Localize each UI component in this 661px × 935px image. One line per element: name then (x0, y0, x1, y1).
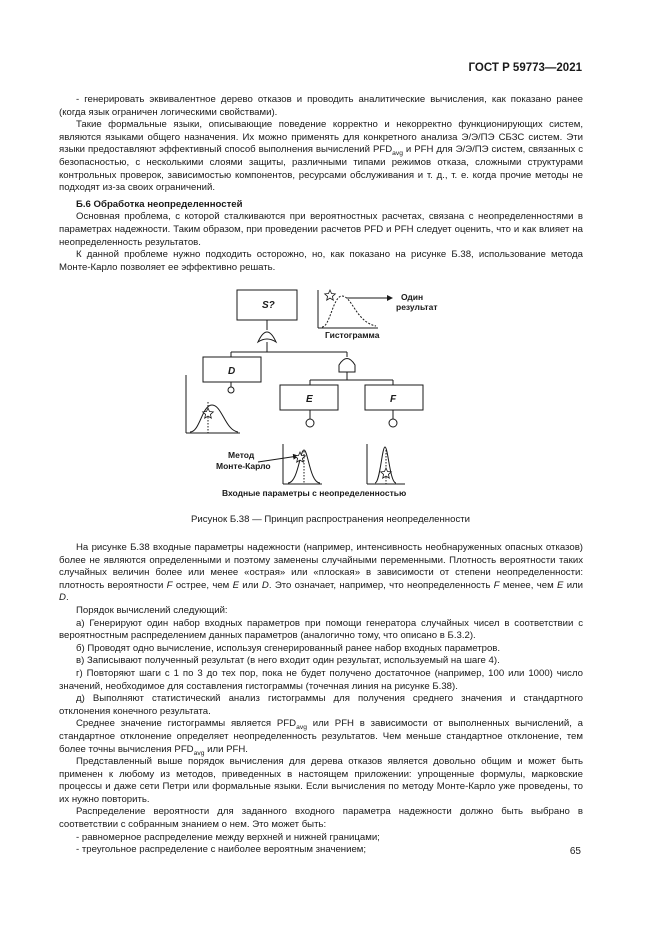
star-icon (325, 290, 336, 300)
event-label-d: D (228, 366, 236, 377)
event-label-e: E (306, 394, 313, 405)
list-item: д) Выполняют статистический анализ гистограммы для получения среднего значения и стандартного отклонения конечного результата. (59, 693, 583, 717)
paragraph: На рисунке Б.38 входные параметры надежности (например, интенсивность необнаруженных опасных отказов) более не являются определенными и поэтому заменены случайными переменными. Плотность вероятности таких случайных величин более или менее «острая» или «плоская» в зависимости от степени неопределенности: плотность вероятности F острее, чем E или D. Это означает, например, что неопределенность F менее, чем E или D. (59, 542, 584, 604)
list-item: в) Записывают полученный результат (в него входит один результат, используемый на шаге 4). (76, 655, 500, 667)
list-item: г) Повторяют шаги с 1 по 3 до тех пор, пока не будет получено достаточное (например, 100 или 1000) число значений, необходимое для составления гистограммы (точечная линия на рисунке Б.38). (59, 667, 583, 692)
list-item: б) Проводят одно вычисление, используя сгенерированный ранее набор входных параметров. (76, 642, 501, 654)
star-icon (203, 408, 214, 418)
standard-number: ГОСТ Р 59773—2021 (468, 62, 582, 74)
result-label: результат (396, 302, 438, 312)
event-label-f: F (390, 394, 397, 405)
page-number: 65 (569, 846, 581, 857)
method-label: Монте-Карло (216, 461, 271, 471)
paragraph: Представленный выше порядок вычисления для дерева отказов является довольно общим и может быть применен к любому из методов, приведенных в настоящем приложении: упрощенные формулы, марковские процессы и даже сети Петри или формальные языки. Если вычисления по методу Монте-Карло уже проведены, то их нужно повторить. (59, 756, 583, 805)
paragraph: Распределение вероятности для заданного входного параметра надежности должно быть выбрано в соответствии с собранным знанием о нем. Это может быть: (59, 806, 583, 831)
event-circle-e (306, 419, 314, 427)
inputs-label: Входные параметры с неопределенностью (222, 488, 407, 498)
top-event-label: S? (262, 300, 275, 311)
histogram-label: Гистограмма (325, 330, 380, 340)
paragraph: Основная проблема, с которой сталкиваются при вероятностных расчетах, связана с неопределенностями в параметрах надежности. Таким образом, при проведении расчетов PFD и PFH следует оценить, что и как влияет на неопределенность результатов. (59, 211, 583, 248)
section-heading: Б.6 Обработка неопределенностей (76, 198, 243, 210)
star-icon (381, 468, 392, 478)
method-label: Метод (228, 450, 255, 460)
list-item: - треугольное распределение с наиболее вероятным значением; (76, 844, 367, 856)
event-circle-f (389, 419, 397, 427)
or-gate-symbol (258, 332, 276, 342)
and-gate-symbol (339, 359, 355, 373)
text-block-bottom (59, 542, 583, 857)
list-item: - равномерное распределение между верхней и нижней границами; (76, 831, 380, 843)
distribution-d (190, 405, 238, 432)
figure-caption: Рисунок Б.38 — Принцип распространения неопределенности (190, 514, 470, 525)
list-item: а) Генерируют один набор входных параметров при помощи генератора случайных чисел в соответствии с вероятностным распределением данных параметров (аналогично тому, что описано в Б.3.2). (59, 617, 583, 642)
paragraph: Среднее значение гистограммы является $PFD_{avg}$ или PFH в зависимости от выполненных вычислений, а стандартное отклонение определяет неопределенность результатов. Чем меньше стандартное отклонение, тем более точны вычисления $PFD_{avg}$ или PFH. (59, 718, 584, 757)
paragraph: - генерировать эквивалентное дерево отказов и проводить аналитические вычисления, как показано ранее (когда язык ограничен логическими свойствами). (59, 94, 583, 118)
paragraph: Такие формальные языки, описывающие поведение корректно и некорректно функционирующих систем, являются языками общего назначения. Их можно применять для конкретного анализа Э/Э/ПЭ СБЗС систем. Эти языки предоставляют эффективный способ выполнения вычислений $PFD_{avg}$ и PFH для Э/Э/ПЭ систем, связанных с безопасностью, с несколькими слоями защиты, различными типами режимов отказа, сложными структурами контрольных проверок, зависимостью компонентов, ресурсами обслуживания и т. д., т. е. когда прочие методы не подходят из-за своих ограничений. (59, 119, 583, 194)
histogram-curve (322, 296, 376, 327)
result-label: Один (401, 292, 424, 302)
event-circle-d (228, 387, 234, 393)
paragraph: К данной проблеме нужно подходить осторожно, но, как показано на рисунке Б.38, использование метода Монте-Карло позволяет ее эффективно решать. (59, 249, 583, 273)
paragraph: Порядок вычислений следующий: (76, 604, 228, 616)
